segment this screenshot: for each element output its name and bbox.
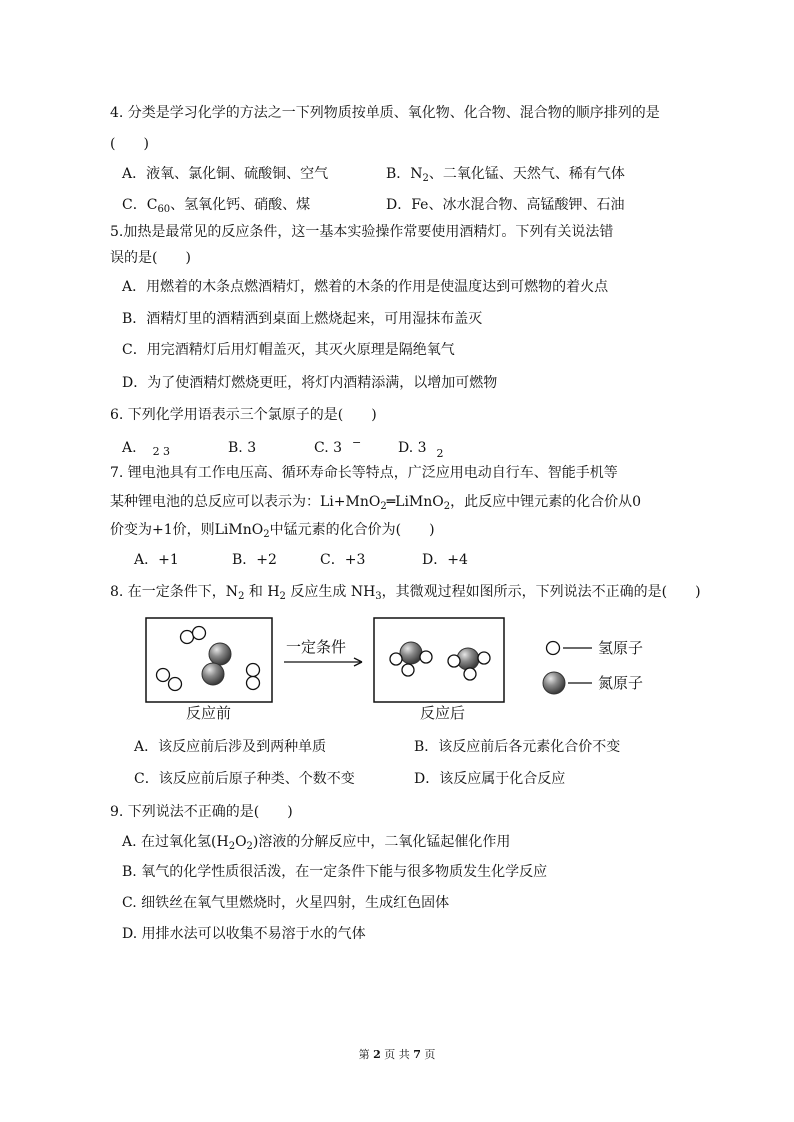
q4-paren: ( ): [110, 136, 149, 152]
q6-c-tail: −: [352, 436, 362, 449]
q8-mid1: 和 H: [244, 584, 280, 600]
q5-stem-1: 5.加热是最常见的反应条件，这一基本实验操作常要使用酒精灯。下列有关说法错: [110, 224, 614, 240]
q6-c-label: C. 3: [314, 440, 343, 456]
q5-option-b: B．酒精灯里的酒精洒到桌面上燃烧起来，可用湿抹布盖灭: [122, 311, 483, 327]
q7-s2-pre: 某种锂电池的总反应可以表示为：Li+MnO: [110, 494, 381, 510]
legend-nitrogen: [543, 672, 643, 694]
arrow-label: 一定条件: [286, 639, 347, 656]
legend-hydrogen-label: 氢原子: [598, 640, 644, 657]
q5-option-a: A．用燃着的木条点燃酒精灯，燃着的木条的作用是使温度达到可燃物的着火点: [122, 279, 609, 295]
q7-s2-sub: 2: [380, 501, 387, 512]
q4-option-c: [122, 195, 310, 220]
q6-option-a: [122, 438, 170, 459]
footer-mid: 页 共: [380, 1048, 414, 1061]
q6-a-label: A.: [122, 440, 137, 456]
q8-mid2: 反应生成 NH: [285, 584, 376, 600]
q7-s2-sub2: 2: [443, 501, 451, 512]
q9-stem: 9. 下列说法不正确的是( ): [110, 804, 293, 820]
legend-hydrogen: [547, 640, 644, 657]
q7-option-a: A．+1: [134, 552, 179, 568]
q8-sub2: 2: [279, 591, 286, 602]
page-footer: [0, 1046, 794, 1062]
q6-option-b: B. 3: [228, 440, 257, 456]
q6-d-tail: 2: [436, 447, 444, 460]
q7-option-b: B．+2: [232, 552, 277, 568]
footer-total: 7: [413, 1048, 421, 1061]
q7-s2-mid: ═LiMnO: [386, 494, 444, 510]
q9-a-post: )溶液的分解反应中，二氧化锰起催化作用: [252, 834, 511, 850]
q8-post: ，其微观过程如图所示，下列说法不正确的是( ): [381, 584, 701, 600]
q7-s3-post: 中锰元素的化合价为( ): [269, 522, 435, 538]
q4-option-b: [386, 164, 625, 189]
q4-b-sub: 2: [422, 173, 429, 184]
q9-a-sub2: 2: [246, 841, 253, 852]
q8-reaction-diagram: [140, 612, 680, 722]
q4-stem: 4. 分类是学习化学的方法之一下列物质按单质、氧化物、化合物、混合物的顺序排列的是: [110, 105, 660, 121]
q9-option-b: B. 氧气的化学性质很活泼，在一定条件下能与很多物质发生化学反应: [122, 864, 548, 880]
q5-option-c: C．用完酒精灯后用灯帽盖灭，其灭火原理是隔绝氧气: [122, 342, 455, 358]
q8-option-a: A．该反应前后涉及到两种单质: [134, 739, 327, 755]
q8-option-b: B．该反应前后各元素化合价不变: [414, 739, 621, 755]
q4-option-d: D．Fe、冰水混合物、高锰酸钾、石油: [386, 197, 625, 213]
legend-nitrogen-label: 氮原子: [598, 675, 644, 692]
caption-before: 反应前: [186, 705, 232, 722]
q9-a-pre: A. 在过氧化氢(H: [122, 834, 229, 850]
q5-option-d: D．为了使酒精灯燃烧更旺，将灯内酒精添满，以增加可燃物: [122, 375, 498, 391]
q8-option-d: D．该反应属于化合反应: [414, 771, 566, 787]
q6-a-tail: 2 3: [152, 445, 171, 458]
q9-option-d: D. 用排水法可以收集不易溶于水的气体: [122, 926, 366, 942]
q9-option-c: C. 细铁丝在氧气里燃烧时，火星四射，生成红色固体: [122, 895, 450, 911]
q8-sub3: 3: [375, 591, 382, 602]
q9-option-a: [122, 832, 510, 857]
q4-b-post: 、二氧化锰、天然气、稀有气体: [428, 166, 625, 182]
q6-option-c: [314, 438, 361, 459]
q7-s3-sub: 2: [263, 529, 270, 540]
footer-post: 页: [420, 1048, 436, 1061]
q7-option-c: C．+3: [320, 552, 366, 568]
footer-page: 2: [373, 1048, 381, 1061]
q8-stem: [110, 582, 701, 607]
q6-option-d: [398, 438, 444, 459]
caption-after: 反应后: [420, 705, 466, 722]
q4-c-post: 、氢氧化钙、硝酸、煤: [170, 197, 311, 213]
q4-b-pre: B．N: [386, 166, 423, 182]
q4-c-sub: 60: [157, 204, 171, 215]
q7-s3-pre: 价变为+1价，则LiMnO: [110, 522, 264, 538]
q7-stem-2: [110, 492, 641, 517]
q9-a-sub1: 2: [228, 841, 236, 852]
q8-pre: 8. 在一定条件下，N: [110, 584, 239, 600]
q9-a-mid: O: [235, 834, 247, 850]
q7-option-d: D．+4: [422, 552, 468, 568]
q7-stem-3: [110, 520, 435, 545]
q8-option-c: C．该反应前后原子种类、个数不变: [134, 771, 355, 787]
q4-option-a: A．液氧、氯化铜、硫酸铜、空气: [122, 166, 329, 182]
q8-sub1: 2: [238, 591, 245, 602]
q6-stem: 6. 下列化学用语表示三个氯原子的是( ): [110, 407, 377, 423]
q7-stem-1: 7. 锂电池具有工作电压高、循环寿命长等特点，广泛应用电动自行车、智能手机等: [110, 465, 618, 481]
q4-c-pre: C．C: [122, 197, 158, 213]
q5-stem-2: 误的是( ): [110, 250, 191, 266]
q6-d-label: D. 3: [398, 440, 427, 456]
footer-pre: 第: [358, 1048, 374, 1061]
q7-s2-post: ，此反应中锂元素的化合价从0: [450, 494, 642, 510]
